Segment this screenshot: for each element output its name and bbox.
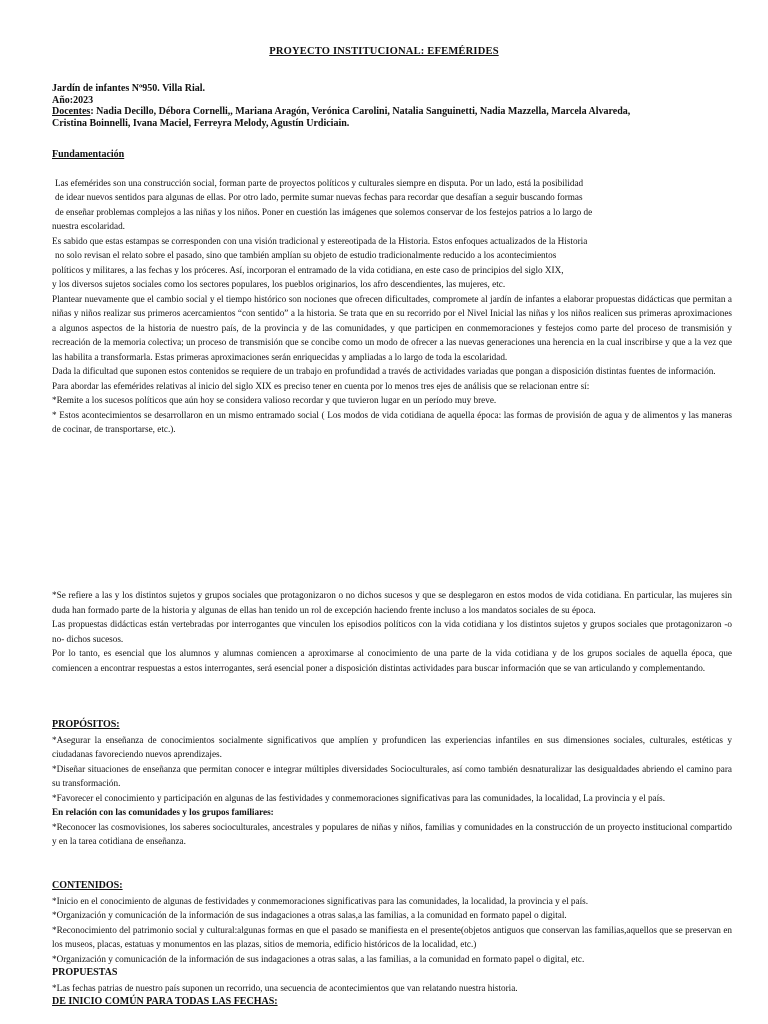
contenidos-title: CONTENIDOS: <box>52 880 123 891</box>
docentes-label: Docentes <box>52 106 91 117</box>
fundamentacion-p7: * Estos acontecimientos se desarrollaron en un mismo entramado social ( Los modos de vida cotidiana de aquella época: las formas de provisión de agua y de alimentos y las maneras de cocinar, de transportarse, etc.). <box>52 409 732 434</box>
fundamentacion-p1-line3: de enseñar problemas complejos a las niñas y los niños. Poner en cuestión las imágenes que solemos conservar de los festejos patrios a lo largo de <box>55 206 593 217</box>
contenido-item: *Organización y comunicación de la información de sus indagaciones a otras salas, a las familias, a la comunidad en formato papel o digital, etc. <box>52 953 585 964</box>
fundamentacion-section <box>52 148 732 437</box>
continuacion-p1: *Se refiere a las y los distintos sujetos y grupos sociales que protagonizaron o no dichos sucesos y que se desplegaron en estos modos de vida cotidiana. En particular, las mujeres sin duda han formado parte de la historia y algunas de ellas han tenido un rol de excepción haciendo frente incluso a los mandatos sociales de su época. <box>52 590 732 615</box>
fundamentacion-p4: Dada la dificultad que suponen estos contenidos se requiere de un trabajo en profundidad a través de actividades variadas que pongan a disposición distintas fuentes de información. <box>52 366 716 376</box>
proposito-item: *Asegurar la enseñanza de conocimientos socialmente significativos que amplíen y profundicen las experiencias infantiles en sus dimensiones sociales, culturales, estéticas y ciudadanas favoreciendo nuevos aprendizajes. <box>52 734 732 759</box>
year-line: Año:2023 <box>52 94 94 106</box>
docentes-names-continued: Cristina Boinnelli, Ivana Maciel, Ferreyra Melody, Agustín Urdiciain. <box>52 117 350 129</box>
fundamentacion-p2-line2: no solo revisan el relato sobre el pasado, sino que también amplían su objeto de estudio tradicionalmente reducido a los acontecimientos <box>55 250 557 260</box>
propuestas-subtitle: DE INICIO COMÚN PARA TODAS LAS FECHAS: <box>52 996 278 1007</box>
proposito-item: *Favorecer el conocimiento y participación en algunas de las festividades y conmemoraciones significativas para las comunidades, la localidad, La provincia y el país. <box>52 792 666 803</box>
document-header <box>52 83 732 129</box>
fundamentacion-p3: Plantear nuevamente que el cambio social y el tiempo histórico son nociones que ofrecen dificultades, compromete al jardín de infantes a elaborar propuestas didácticas que permitan a niñas y niños realizar sus primeros acercamientos “con sentido” a la historia. Se trata que en su recorrido por el Nivel Inicial las niñas y los niños realicen sus primeras aproximaciones a algunos aspectos de la historia de nuestro país, de la provincia y de las comunidades, y que participen en conmemoraciones y festejos como parte del proceso de transmisión y recreación de la memoria colectiva; un proceso de transmisión que se concibe como un modo de ofrecer a las nuevas generaciones una herencia en la cual inscribirse y que a la vez que las habilita a transformarla. Estas primeras aproximaciones serán enriquecidas y ampliadas a lo largo de toda la escolaridad. <box>52 293 732 362</box>
proposito-sub-item: *Reconocer las cosmovisiones, los saberes socioculturales, ancestrales y populares de niñas y niños, familias y comunidades en la construcción de un proyecto institucional compartido y en la tarea cotidiana de enseñanza. <box>52 821 732 846</box>
fundamentacion-title: Fundamentación <box>52 149 125 160</box>
contenido-item: *Organización y comunicación de la información de sus indagaciones a otras salas,a las familias, a la comunidad en formato papel o digital. <box>52 910 567 920</box>
proposito-item: *Diseñar situaciones de enseñanza que permitan conocer e integrar múltiples diversidades Socioculturales, así como también desnaturalizar las desigualdades abriendo el camino para su transformación. <box>52 763 732 788</box>
docentes-names: : Nadia Decillo, Débora Cornelli,, Mariana Aragón, Verónica Carolini, Natalia Sanguinetti, Nadia Mazzella, Marcela Alvareda, <box>90 106 631 117</box>
propuestas-title: PROPUESTAS <box>52 967 118 978</box>
fundamentacion-p6: *Remite a los sucesos políticos que aún hoy se considera valioso recordar y que tuvieron lugar en un período muy breve. <box>52 395 497 405</box>
continuacion-p2: Las propuestas didácticas están vertebradas por interrogantes que vinculen los episodios políticos con la vida cotidiana y los distintos sujetos y grupos sociales que protagonizaron -o no- dichos sucesos. <box>52 619 732 644</box>
docentes-line <box>52 106 732 118</box>
propositos-subtitle: En relación con las comunidades y los grupos familiares: <box>52 807 274 817</box>
fundamentacion-p1-line4: nuestra escolaridad. <box>52 221 125 231</box>
fundamentacion-p1-line2: de idear nuevos sentidos para algunas de ellas. Por otro lado, permite sumar nuevas fechas para recordar que desafían a seguir buscando formas <box>55 192 583 202</box>
propositos-title: PROPÓSITOS: <box>52 719 120 730</box>
contenido-item: *Inicio en el conocimiento de algunas de festividades y conmemoraciones significativas para las comunidades, la localidad, la provincia y el país. <box>52 895 589 906</box>
propositos-section <box>52 718 732 849</box>
fundamentacion-p2-line4: y los diversos sujetos sociales como los sectores populares, los pueblos originarios, los afro descendientes, las mujeres, etc. <box>52 279 506 289</box>
contenidos-section <box>52 879 732 1010</box>
continuacion-section <box>52 588 732 675</box>
contenido-item: *Reconocimiento del patrimonio social y cultural:algunas formas en que el pasado se manifiesta en el presente(objetos antiguos que conservan las familias,aquellos que se preservan en los museos, placas, estatuas y monumentos en las plazas, sitios de memoria, edificio históricos de la localidad, etc.) <box>52 924 732 949</box>
school-name: Jardín de infantes Nº950. Villa Rial. <box>52 83 206 94</box>
continuacion-p3: Por lo tanto, es esencial que los alumnos y alumnas comiencen a aproximarse al conocimiento de una parte de la vida cotidiana y de los grupos sociales de aquella época, que comiencen a encontrar respuestas a estos interrogantes, será esencial poner a disposición distintas actividades para buscar información que se van articulando y complementando. <box>52 648 732 673</box>
fundamentacion-p5: Para abordar las efemérides relativas al inicio del siglo XIX es preciso tener en cuenta por lo menos tres ejes de análisis que se relacionan entre sí: <box>52 380 590 391</box>
document-title: PROYECTO INSTITUCIONAL: EFEMÉRIDES <box>269 46 499 57</box>
fundamentacion-p2-line1: Es sabido que estas estampas se corresponden con una visión tradicional y estereotipada de la Historia. Estos enfoques actualizados de la Historia <box>52 235 588 246</box>
fundamentacion-p2-line3: políticos y militares, a las fechas y los próceres. Así, incorporan el entramado de la vida cotidiana, en este caso de principios del siglo XIX, <box>52 264 564 275</box>
propuesta-item: *Las fechas patrias de nuestro país suponen un recorrido, una secuencia de acontecimientos que van relatando nuestra historia. <box>52 982 518 993</box>
fundamentacion-p1-line1: Las efemérides son una construcción social, forman parte de proyectos políticos y culturales siempre en disputa. Por un lado, está la posibilidad <box>55 177 584 188</box>
